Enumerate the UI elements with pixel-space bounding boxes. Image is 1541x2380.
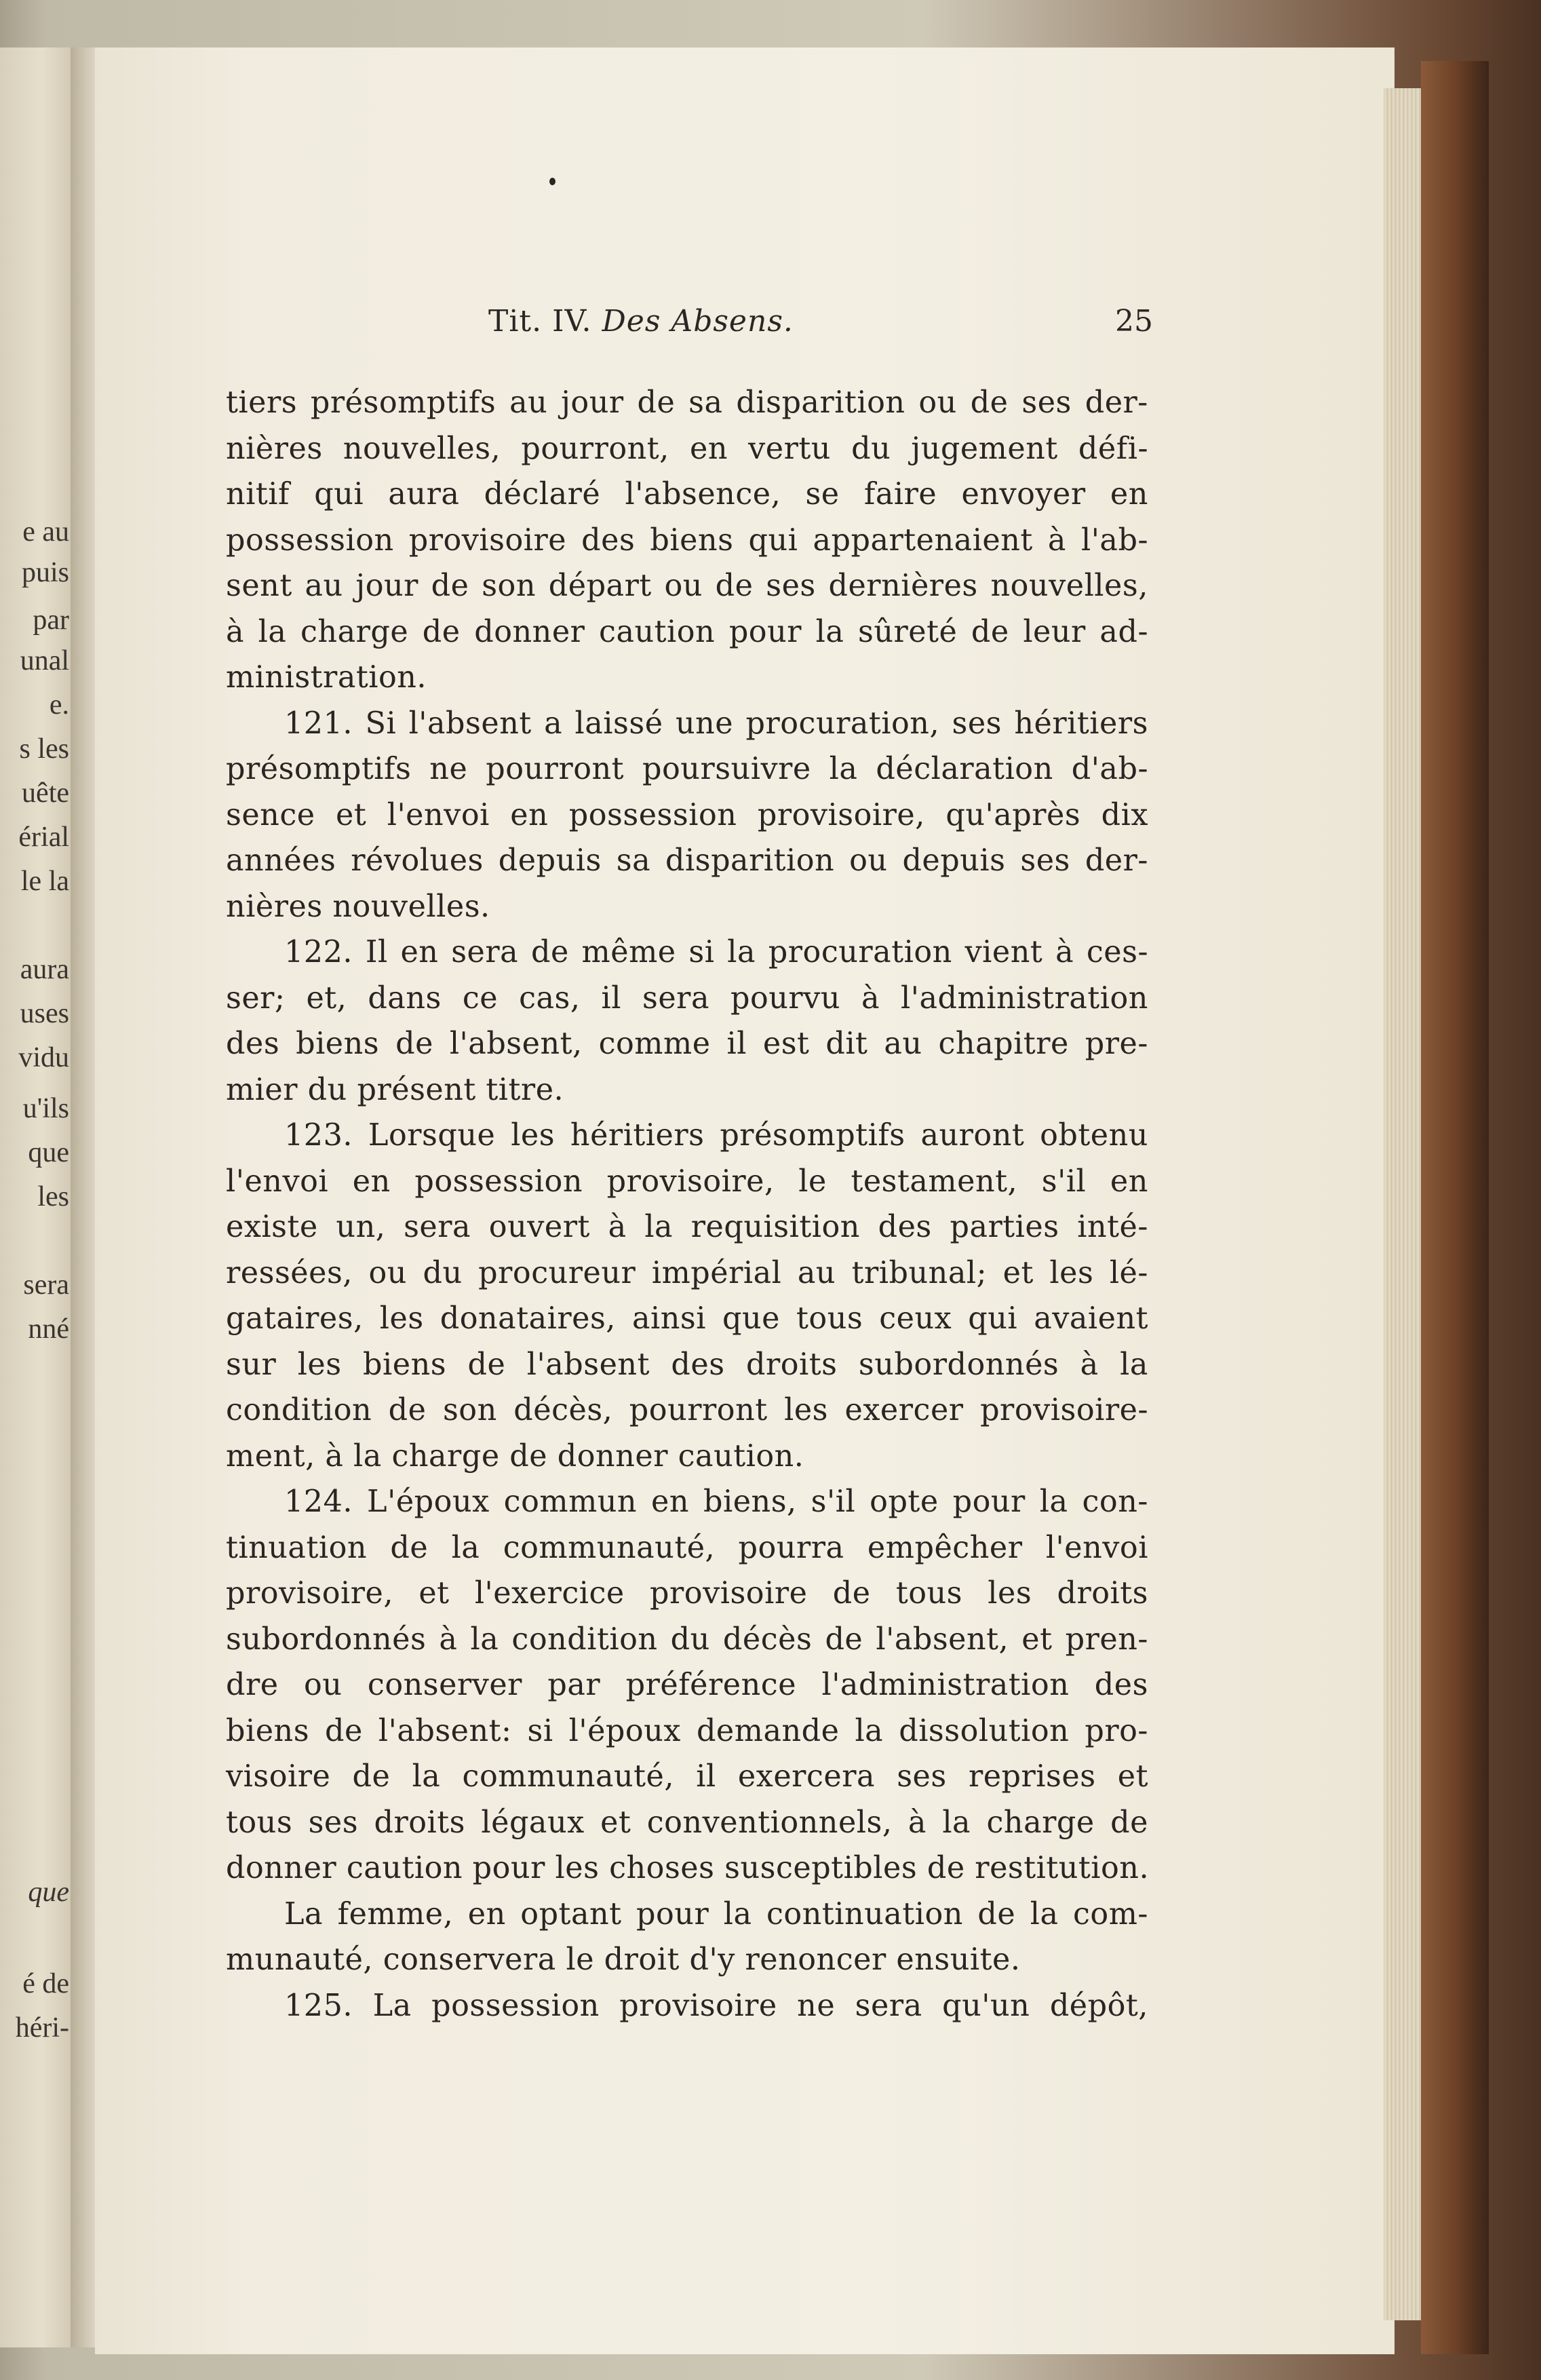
title-number: Tit. IV. [488, 304, 592, 339]
text-line: mier du présent titre. [226, 1072, 564, 1107]
facing-page-fragment: e au [22, 516, 69, 548]
text-line: tiers présomptifs au jour de sa disparition ou de ses der- [226, 385, 1148, 420]
facing-page-fragment: aura [20, 954, 69, 985]
text-line: présomptifs ne pourront poursuivre la déclaration d'ab- [226, 752, 1148, 786]
text-line: visoire de la communauté, il exercera ses reprises et [226, 1759, 1148, 1794]
text-line: tinuation de la communauté, pourra empêcher l'envoi [226, 1530, 1148, 1565]
text-line: des biens de l'absent, comme il est dit au chapitre pre- [226, 1026, 1148, 1061]
book-cover-edge [1421, 61, 1489, 2354]
facing-page-fragment: héri- [15, 2012, 69, 2043]
article-124: 124. L'époux commun en biens, s'il opte pour la con- [284, 1484, 1148, 1519]
facing-page-fragment: que [28, 1877, 69, 1908]
paragraph-la-femme: La femme, en optant pour la continuation de la com- [284, 1896, 1148, 1932]
facing-page-fragment: vidu [18, 1042, 69, 1073]
text-line: subordonnés à la condition du décès de l'absent, et pren- [226, 1621, 1148, 1657]
text-line: sence et l'envoi en possession provisoire, qu'après dix [226, 797, 1148, 832]
article-123: 123. Lorsque les héritiers présomptifs auront obtenu [284, 1118, 1148, 1153]
text-line: années révolues depuis sa disparition ou depuis ses der- [226, 843, 1148, 878]
facing-page-fragment: uses [20, 998, 69, 1029]
facing-page-fragment: unal [20, 645, 69, 676]
text-line: possession provisoire des biens qui appartenaient à l'ab- [226, 522, 1148, 558]
facing-page-fragment: par [33, 604, 69, 636]
text-line: munauté, conservera le droit d'y renoncer ensuite. [226, 1942, 1021, 1977]
text-line: tous ses droits légaux et conventionnels, à la charge de [226, 1805, 1148, 1840]
ink-speck [549, 178, 555, 185]
text-line: nières nouvelles. [226, 889, 490, 924]
article-121: 121. Si l'absent a laissé une procuration, ses héritiers [284, 706, 1148, 741]
text-line: condition de son décès, pourront les exercer provisoire- [226, 1393, 1148, 1427]
facing-page [0, 47, 76, 2347]
facing-page-fragment: puis [21, 557, 69, 588]
running-head [475, 304, 1167, 351]
facing-page-fragment: érial [18, 822, 69, 853]
facing-page-fragment: e. [49, 689, 69, 721]
facing-page-fragment: é de [22, 1968, 69, 1999]
text-line: ressées, ou du procureur impérial au tribunal; et les lé- [226, 1255, 1148, 1290]
page-number: 25 [1115, 304, 1153, 339]
text-line: donner caution pour les choses susceptibles de restitution. [226, 1851, 1150, 1885]
facing-page-fragment: uête [22, 778, 69, 809]
text-line: l'envoi en possession provisoire, le testament, s'il en [226, 1164, 1148, 1199]
facing-page-fragment: le la [20, 866, 69, 897]
page-edges [1384, 88, 1424, 2320]
text-line: provisoire, et l'exercice provisoire de tous les droits [226, 1576, 1148, 1611]
title-italic: Des Absens. [602, 304, 794, 339]
facing-page-fragment: nné [28, 1313, 69, 1345]
article-125: 125. La possession provisoire ne sera qu'un dépôt, [284, 1988, 1148, 2023]
text-line: à la charge de donner caution pour la sûreté de leur ad- [226, 614, 1148, 649]
body-text [226, 380, 1148, 2029]
text-line: sur les biens de l'absent des droits subordonnés à la [226, 1347, 1148, 1382]
text-line: sent au jour de son départ ou de ses dernières nouvelles, [226, 569, 1148, 603]
article-122: 122. Il en sera de même si la procuration vient à ces- [284, 935, 1148, 970]
text-line: gataires, les donataires, ainsi que tous ceux qui avaient [226, 1301, 1148, 1336]
facing-page-fragment: s les [19, 733, 69, 765]
text-line: existe un, sera ouvert à la requisition des parties inté- [226, 1210, 1148, 1244]
facing-page-fragment: u'ils [22, 1093, 69, 1124]
text-line: nières nouvelles, pourront, en vertu du jugement défi- [226, 431, 1148, 466]
text-line: biens de l'absent: si l'époux demande la dissolution pro- [226, 1713, 1148, 1748]
running-head-title [488, 304, 794, 339]
facing-page-fragment: les [37, 1181, 69, 1212]
text-line: ministration. [226, 660, 427, 695]
text-line: nitif qui aura déclaré l'absence, se faire envoyer en [226, 477, 1148, 512]
facing-page-fragment: sera [23, 1269, 69, 1301]
text-line: ser; et, dans ce cas, il sera pourvu à l'administration [226, 980, 1148, 1016]
facing-page-fragment: que [28, 1137, 69, 1168]
text-line: ment, à la charge de donner caution. [226, 1438, 804, 1474]
text-line: dre ou conserver par préférence l'administration des [226, 1668, 1148, 1702]
